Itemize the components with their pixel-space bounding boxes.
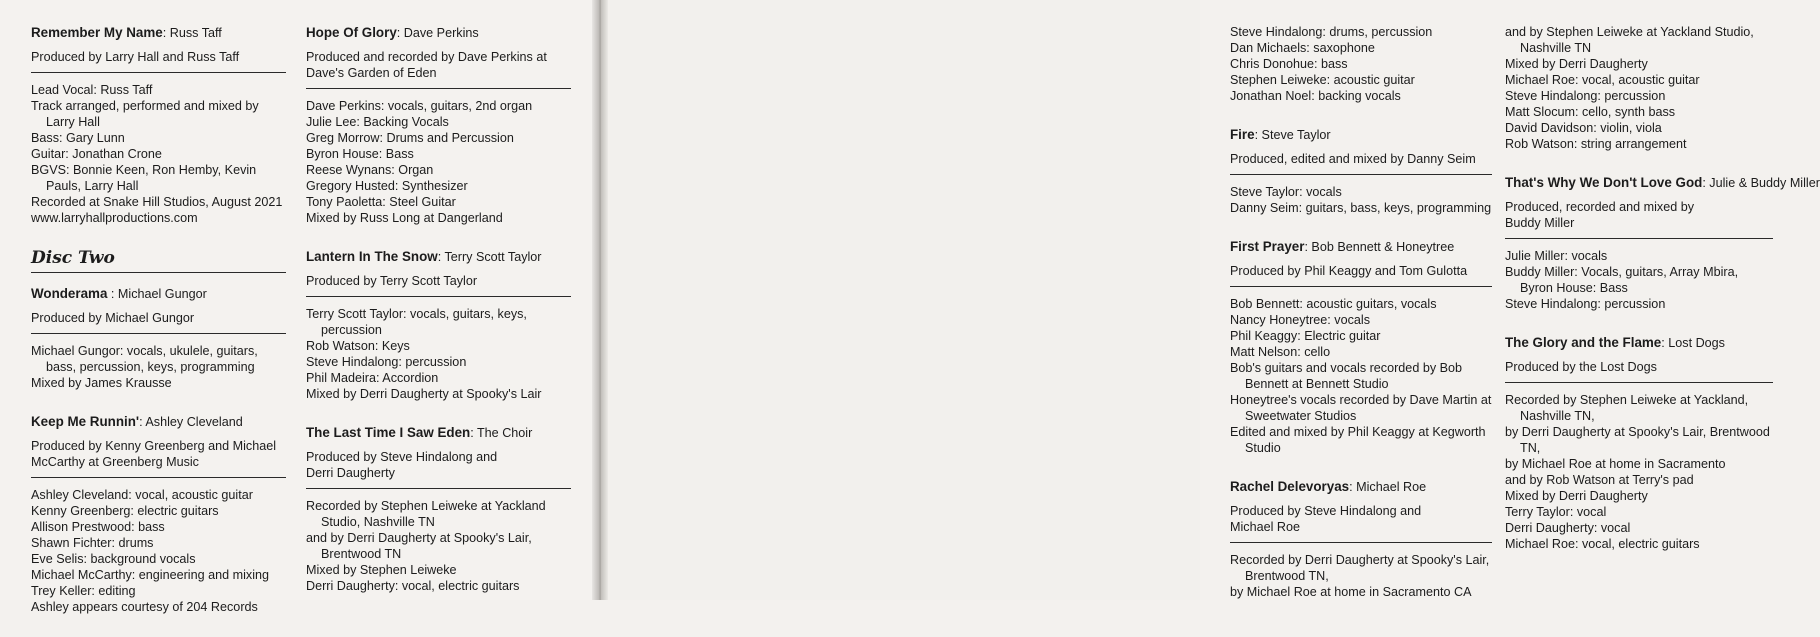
credit-line: Derri Daugherty: vocal, electric guitars	[306, 579, 520, 593]
track-heading	[1230, 478, 1492, 496]
credit-line: Terry Taylor: vocal	[1505, 505, 1607, 519]
credit-line: Nancy Honeytree: vocals	[1230, 313, 1370, 327]
credit-line: and by Derri Daugherty at Spooky's Lair, Brentwood TN	[306, 531, 532, 561]
credit-line: Mixed by Derri Daugherty	[1505, 57, 1648, 71]
booklet-spine	[592, 0, 608, 600]
credit-line: Michael Gungor: vocals, ukulele, guitars, bass, percussion, keys, programming	[31, 344, 258, 374]
track-heading	[31, 285, 286, 303]
track-heading	[306, 24, 571, 42]
credit-line: Shawn Fichter: drums	[31, 536, 154, 550]
credit-line: Mixed by James Krausse	[31, 376, 172, 390]
credit-line: Greg Morrow: Drums and Percussion	[306, 131, 514, 145]
credit-list	[1505, 24, 1773, 152]
track-credit-block	[1505, 334, 1773, 552]
track-artist: : Russ Taff	[162, 26, 222, 40]
credit-line: Danny Seim: guitars, bass, keys, programming	[1230, 201, 1492, 215]
track-title: Lantern In The Snow	[306, 249, 438, 264]
credit-block-continued	[1230, 24, 1492, 104]
track-title: The Last Time I Saw Eden	[306, 425, 471, 440]
track-artist: : Terry Scott Taylor	[437, 250, 542, 264]
credit-line: David Davidson: violin, viola	[1505, 121, 1662, 135]
credit-line: Steve Hindalong: percussion	[306, 355, 467, 369]
column-1	[31, 24, 286, 637]
section-divider	[31, 333, 286, 334]
track-credit-block	[306, 248, 571, 402]
credit-line: Michael McCarthy: engineering and mixing	[31, 568, 269, 582]
track-title: The Glory and the Flame	[1505, 335, 1662, 350]
credit-line: Stephen Leiweke: acoustic guitar	[1230, 73, 1415, 87]
section-divider	[306, 88, 571, 89]
producer-line: Produced by Kenny Greenberg and Michael	[31, 439, 277, 453]
credit-line: Eve Selis: background vocals	[31, 552, 196, 566]
producer-line: Produced by the Lost Dogs	[1505, 360, 1657, 374]
credit-line: and by Stephen Leiweke at Yackland Studio, Nashville TN	[1505, 25, 1754, 55]
credit-line: Trey Keller: editing	[31, 584, 136, 598]
track-heading	[1230, 126, 1492, 144]
credit-line: Honeytree's vocals recorded by Dave Martin at Sweetwater Studios	[1230, 393, 1492, 423]
producer-line: Derri Daugherty	[306, 466, 395, 480]
credit-line: Matt Slocum: cello, synth bass	[1505, 105, 1676, 119]
track-title: Fire	[1230, 127, 1255, 142]
credit-line: Recorded by Stephen Leiweke at Yackland Studio, Nashville TN	[306, 499, 546, 529]
credit-line: Derri Daugherty: vocal	[1505, 521, 1631, 535]
track-artist: : Michael Roe	[1349, 480, 1427, 494]
credit-line: and by Rob Watson at Terry's pad	[1505, 473, 1694, 487]
producer-line: Michael Roe	[1230, 520, 1300, 534]
credit-line: Bob's guitars and vocals recorded by Bob Bennett at Bennett Studio	[1230, 361, 1463, 391]
producer-line: Produced by Steve Hindalong and	[306, 450, 498, 464]
section-divider	[1230, 286, 1492, 287]
producer-line: Produced by Phil Keaggy and Tom Gulotta	[1230, 264, 1468, 278]
left-booklet-page	[0, 0, 598, 614]
track-credit-block	[1230, 126, 1492, 216]
track-artist: : Dave Perkins	[396, 26, 479, 40]
credit-line: Reese Wynans: Organ	[306, 163, 434, 177]
credit-line: Bob Bennett: acoustic guitars, vocals	[1230, 297, 1437, 311]
track-artist: : Bob Bennett & Honeytree	[1304, 240, 1455, 254]
track-credit-block	[1230, 238, 1492, 456]
credit-line: Mixed by Derri Daugherty at Spooky's Lair	[306, 387, 542, 401]
track-credit-block	[31, 285, 286, 391]
credit-line: Ashley appears courtesy of 204 Records	[31, 600, 258, 614]
producer-line: Produced and recorded by Dave Perkins at	[306, 50, 547, 64]
credit-line: Michael Roe: vocal, acoustic guitar	[1505, 73, 1700, 87]
credit-line: Allison Prestwood: bass	[31, 520, 165, 534]
track-artist: : Ashley Cleveland	[139, 415, 243, 429]
credit-line: Julie Lee: Backing Vocals	[306, 115, 449, 129]
column-4	[1505, 24, 1820, 574]
right-booklet-page	[602, 0, 1820, 600]
section-divider	[1230, 174, 1492, 175]
column-2	[306, 24, 571, 616]
credit-line: Steve Taylor: vocals	[1230, 185, 1342, 199]
track-title: That's Why We Don't Love God	[1505, 175, 1703, 190]
credit-line: Dave Perkins: vocals, guitars, 2nd organ	[306, 99, 533, 113]
credit-list	[31, 343, 286, 391]
credit-line: Rob Watson: Keys	[306, 339, 410, 353]
track-heading	[306, 424, 571, 442]
track-credit-block	[306, 24, 571, 226]
track-title: Keep Me Runnin'	[31, 414, 140, 429]
track-title: Rachel Delevoryas	[1230, 479, 1350, 494]
section-divider	[306, 488, 571, 489]
credit-list	[306, 498, 571, 594]
credit-list	[1230, 296, 1492, 456]
credit-list	[1230, 552, 1492, 600]
credit-list	[1505, 248, 1773, 312]
section-divider	[306, 296, 571, 297]
credit-line: Byron House: Bass	[306, 147, 414, 161]
credit-list	[1230, 184, 1492, 216]
credit-line: Mixed by Russ Long at Dangerland	[306, 211, 503, 225]
credit-line: Dan Michaels: saxophone	[1230, 41, 1375, 55]
track-credit-block	[31, 413, 286, 615]
credit-line: Terry Scott Taylor: vocals, guitars, keys, percussion	[306, 307, 527, 337]
credit-line: Phil Madeira: Accordion	[306, 371, 439, 385]
track-title: Remember My Name	[31, 25, 163, 40]
section-divider	[1230, 542, 1492, 543]
credit-line: Edited and mixed by Phil Keaggy at Kegworth Studio	[1230, 425, 1486, 455]
credit-line: Julie Miller: vocals	[1505, 249, 1608, 263]
producer-line: Produced by Steve Hindalong and	[1230, 504, 1422, 518]
track-artist: : Michael Gungor	[107, 287, 207, 301]
credit-line: Recorded by Stephen Leiweke at Yackland, Nashville TN,	[1505, 393, 1749, 423]
producer-line: McCarthy at Greenberg Music	[31, 455, 199, 469]
producer-line: Produced by Michael Gungor	[31, 311, 195, 325]
credit-line: by Michael Roe at home in Sacramento CA	[1230, 585, 1472, 599]
credit-line: Matt Nelson: cello	[1230, 345, 1331, 359]
track-artist: : Julie & Buddy Miller	[1702, 176, 1820, 190]
credit-line: Ashley Cleveland: vocal, acoustic guitar	[31, 488, 253, 502]
disc-heading: Disc Two	[31, 248, 115, 268]
credit-line: BGVS: Bonnie Keen, Ron Hemby, Kevin Pauls, Larry Hall	[31, 163, 257, 193]
credit-list	[31, 82, 286, 226]
credit-line: Jonathan Noel: backing vocals	[1230, 89, 1401, 103]
credit-line: Buddy Miller: Vocals, guitars, Array Mbira, Byron House: Bass	[1505, 265, 1739, 295]
producer-line: Produced by Larry Hall and Russ Taff	[31, 50, 240, 64]
credit-list	[306, 98, 571, 226]
credit-line: Steve Hindalong: drums, percussion	[1230, 25, 1433, 39]
credit-line: Steve Hindalong: percussion	[1505, 297, 1666, 311]
track-heading	[1230, 238, 1492, 256]
credit-line: Guitar: Jonathan Crone	[31, 147, 162, 161]
credit-list	[31, 487, 286, 615]
track-title: First Prayer	[1230, 239, 1305, 254]
track-heading	[1505, 334, 1773, 352]
credit-line: Gregory Husted: Synthesizer	[306, 179, 468, 193]
producer-line: Produced by Terry Scott Taylor	[306, 274, 478, 288]
credit-line: Mixed by Stephen Leiweke	[306, 563, 457, 577]
track-heading	[31, 24, 286, 42]
credit-line: Steve Hindalong: percussion	[1505, 89, 1666, 103]
credit-list	[306, 306, 571, 402]
credit-line: Recorded by Derri Daugherty at Spooky's Lair, Brentwood TN,	[1230, 553, 1490, 583]
track-artist: : Lost Dogs	[1661, 336, 1725, 350]
credit-line: Chris Donohue: bass	[1230, 57, 1348, 71]
section-divider	[1505, 382, 1773, 383]
credit-block-continued	[1505, 24, 1773, 152]
credit-list	[1505, 392, 1773, 552]
credit-line: www.larryhallproductions.com	[31, 211, 198, 225]
producer-line: Produced, edited and mixed by Danny Seim	[1230, 152, 1476, 166]
disc-divider	[31, 272, 286, 273]
credit-line: by Derri Daugherty at Spooky's Lair, Brentwood TN,	[1505, 425, 1770, 455]
section-divider	[31, 72, 286, 73]
track-heading	[1505, 174, 1820, 192]
track-heading	[306, 248, 571, 266]
credit-line: Rob Watson: string arrangement	[1505, 137, 1687, 151]
track-credit-block	[1505, 174, 1820, 312]
credit-line: by Michael Roe at home in Sacramento	[1505, 457, 1726, 471]
track-credit-block	[306, 424, 571, 594]
credit-line: Kenny Greenberg: electric guitars	[31, 504, 219, 518]
track-title: Hope Of Glory	[306, 25, 397, 40]
section-divider	[31, 477, 286, 478]
track-artist: : The Choir	[470, 426, 533, 440]
credit-line: Mixed by Derri Daugherty	[1505, 489, 1648, 503]
credit-line: Track arranged, performed and mixed by Larry Hall	[31, 99, 259, 129]
track-title: Wonderama	[31, 286, 108, 301]
credit-list	[1230, 24, 1492, 104]
section-divider	[1505, 238, 1773, 239]
credit-line: Michael Roe: vocal, electric guitars	[1505, 537, 1700, 551]
credit-line: Lead Vocal: Russ Taff	[31, 83, 153, 97]
producer-line: Dave's Garden of Eden	[306, 66, 437, 80]
credit-line: Bass: Gary Lunn	[31, 131, 125, 145]
track-artist: : Steve Taylor	[1254, 128, 1331, 142]
track-credit-block	[31, 24, 286, 226]
credit-line: Tony Paoletta: Steel Guitar	[306, 195, 456, 209]
credit-line: Recorded at Snake Hill Studios, August 2021	[31, 195, 283, 209]
producer-line: Produced, recorded and mixed by	[1505, 200, 1695, 214]
credit-line: Phil Keaggy: Electric guitar	[1230, 329, 1381, 343]
track-heading	[31, 413, 286, 431]
column-3	[1230, 24, 1492, 622]
producer-line: Buddy Miller	[1505, 216, 1575, 230]
track-credit-block	[1230, 478, 1492, 600]
